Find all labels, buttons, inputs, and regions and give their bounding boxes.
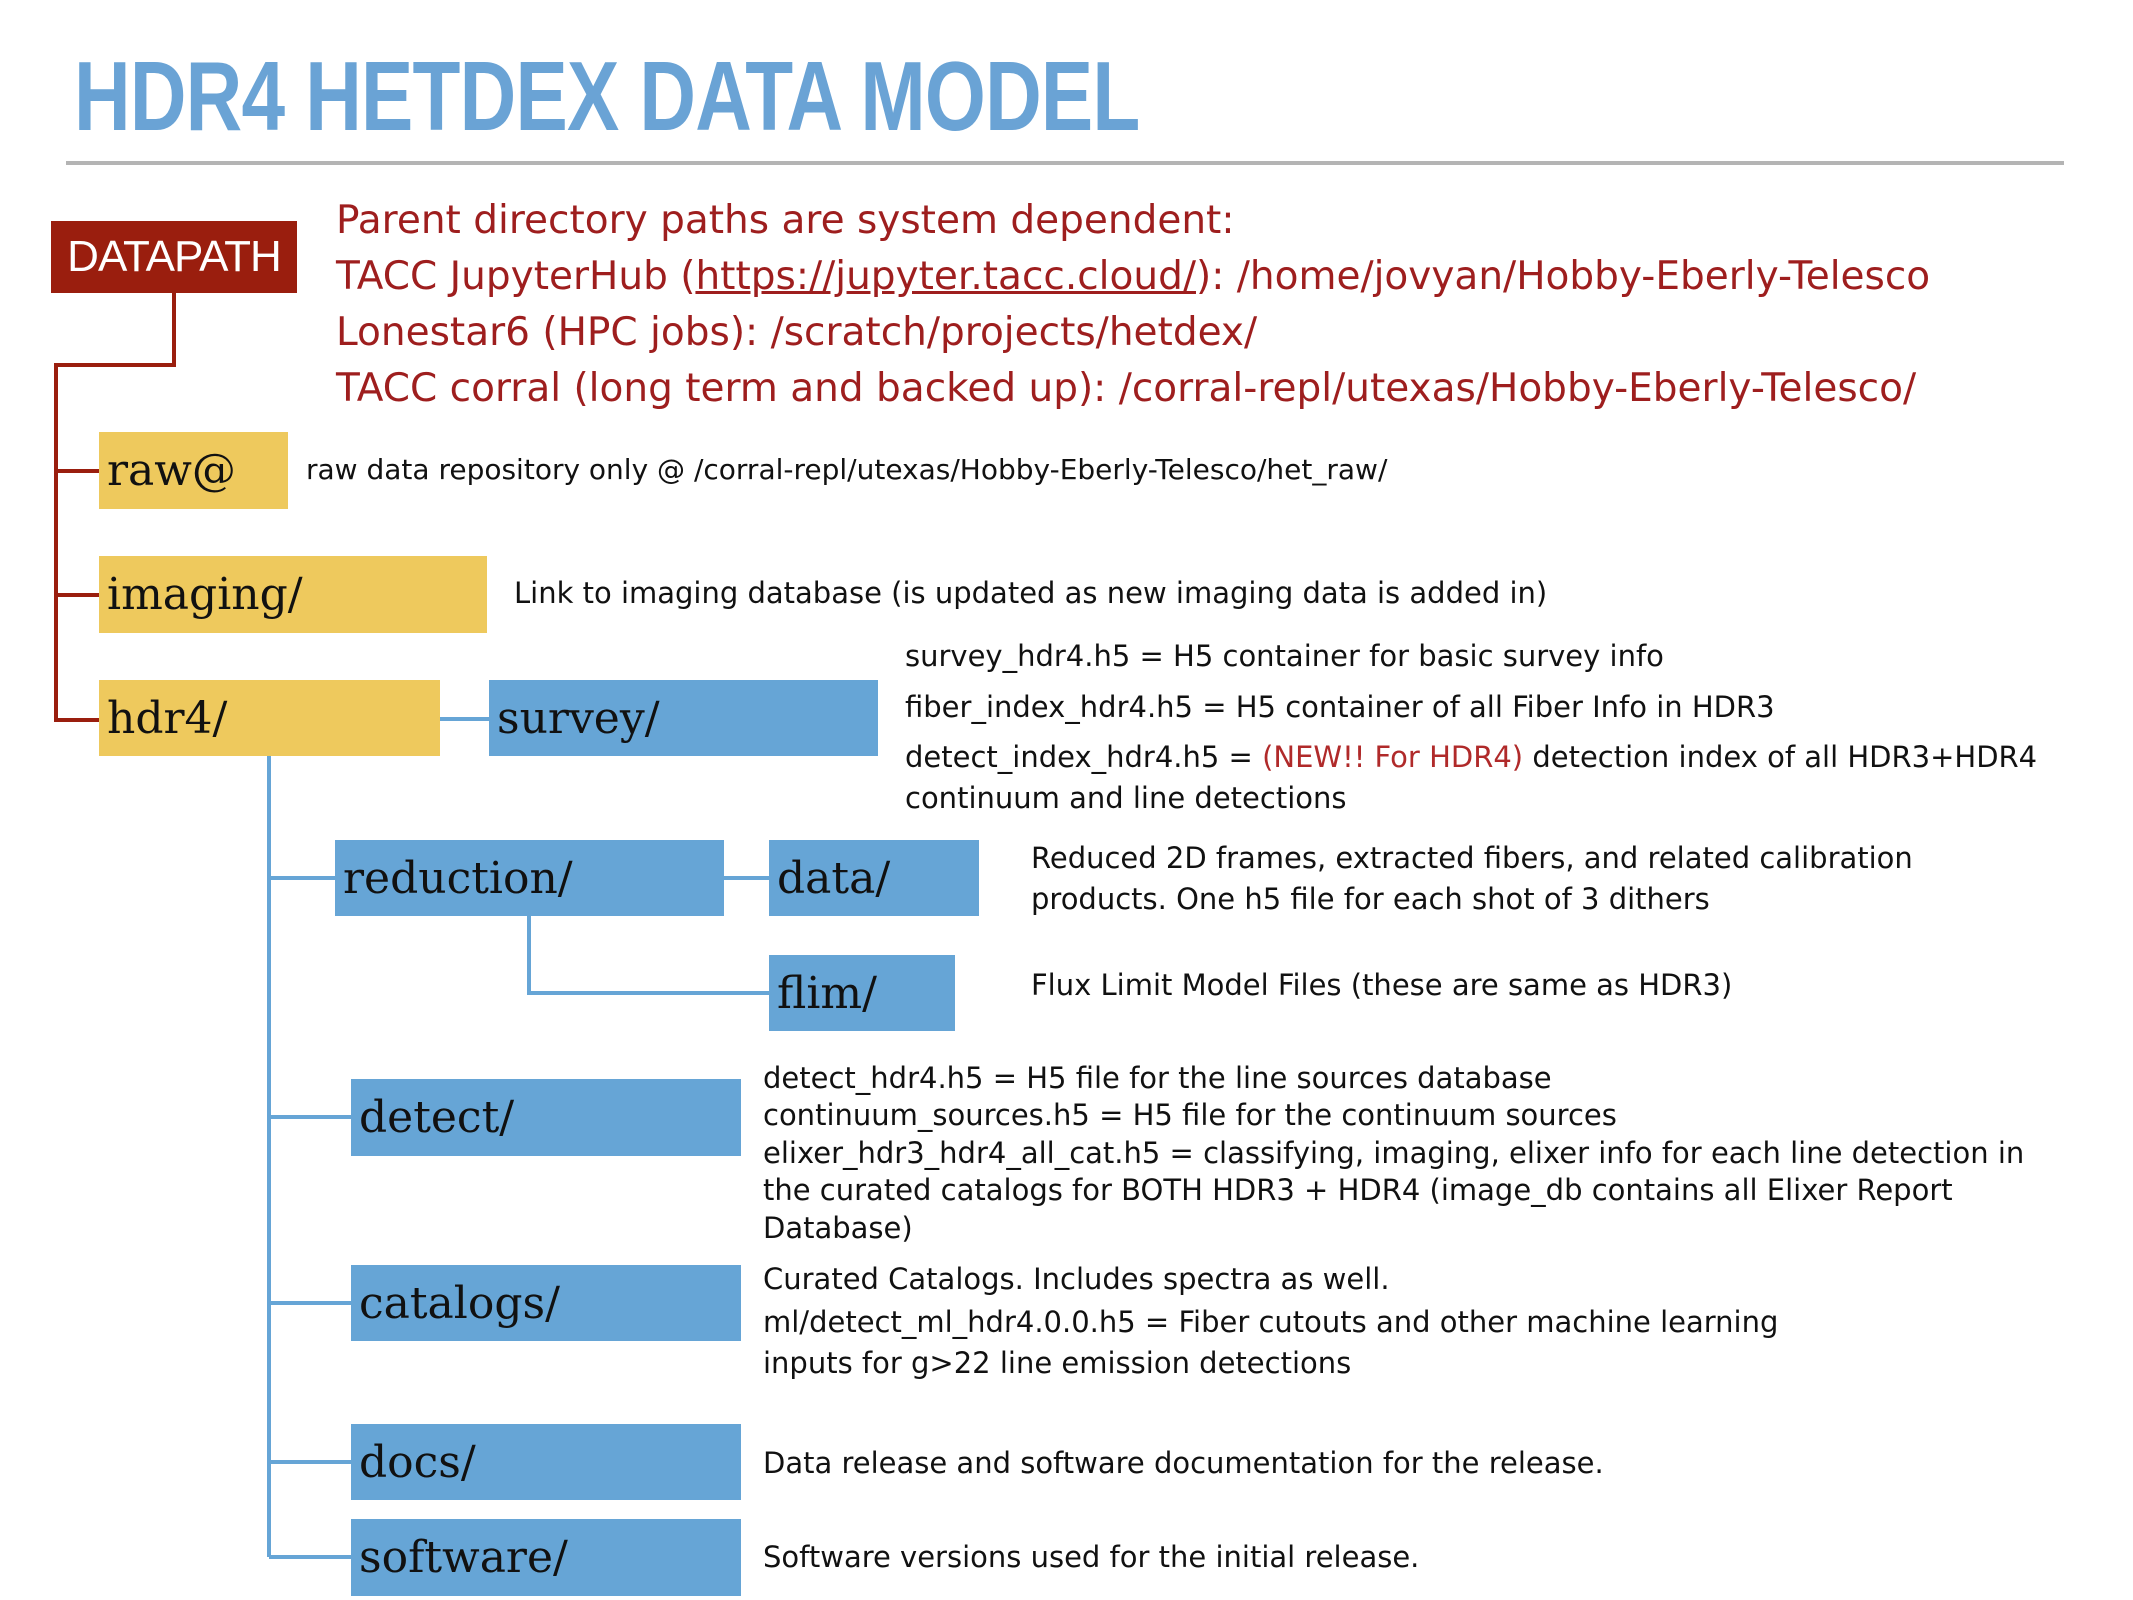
survey-description-2: fiber_index_hdr4.h5 = H5 container of all Fiber Info in HDR3 (905, 690, 1775, 724)
raw-description: raw data repository only @ /corral-repl/utexas/Hobby-Eberly-Telesco/het_raw/ (306, 453, 1388, 486)
detect-description-1: detect_hdr4.h5 = H5 file for the line sources database (763, 1061, 1552, 1095)
data-description-2: products. One h5 file for each shot of 3 dithers (1031, 882, 1710, 916)
detect-description-3: elixer_hdr3_hdr4_all_cat.h5 = classifying, imaging, elixer info for each line detection in (763, 1136, 2025, 1170)
folder-survey: survey/ (489, 680, 878, 756)
imaging-description: Link to imaging database (is updated as new imaging data is added in) (514, 576, 1548, 610)
catalogs-description-1: Curated Catalogs. Includes spectra as well. (763, 1262, 1390, 1296)
survey-description-3-suffix: detection index of all HDR3+HDR4 (1523, 740, 2038, 774)
docs-description: Data release and software documentation for the release. (763, 1446, 1604, 1480)
folder-data: data/ (769, 840, 979, 916)
detect-description-5: Database) (763, 1211, 913, 1245)
survey-description-4: continuum and line detections (905, 781, 1347, 815)
catalogs-description-2: ml/detect_ml_hdr4.0.0.h5 = Fiber cutouts and other machine learning (763, 1305, 1779, 1339)
catalogs-description-3: inputs for g>22 line emission detections (763, 1346, 1352, 1380)
folder-detect: detect/ (351, 1079, 741, 1156)
folder-catalogs: catalogs/ (351, 1265, 741, 1341)
jupyterhub-link[interactable]: https://jupyter.tacc.cloud/ (695, 254, 1196, 299)
folder-software: software/ (351, 1519, 741, 1596)
detect-description-2: continuum_sources.h5 = H5 file for the continuum sources (763, 1098, 1617, 1132)
reduction-flim-connector (529, 916, 769, 993)
folder-imaging: imaging/ (99, 556, 487, 633)
paths-line-3: Lonestar6 (HPC jobs): /scratch/projects/hetdex/ (336, 310, 1258, 355)
flim-description: Flux Limit Model Files (these are same as HDR3) (1031, 968, 1733, 1002)
jupyterhub-prefix: TACC JupyterHub ( (336, 254, 696, 299)
jupyterhub-suffix: ): /home/jovyan/Hobby-Eberly-Telesco (1195, 254, 1931, 299)
folder-reduction: reduction/ (335, 840, 724, 916)
parent-paths (336, 193, 1930, 417)
folder-raw: raw@ (99, 432, 288, 509)
data-description-1: Reduced 2D frames, extracted fibers, and related calibration (1031, 841, 1913, 875)
folder-hdr4: hdr4/ (99, 680, 440, 756)
folder-flim: flim/ (769, 955, 955, 1031)
datapath-box: DATAPATH (51, 221, 297, 293)
survey-description-3 (905, 736, 2037, 778)
software-description: Software versions used for the initial release. (763, 1540, 1420, 1574)
paths-line-1: Parent directory paths are system dependent: (336, 198, 1235, 243)
detect-description-4: the curated catalogs for BOTH HDR3 + HDR4 (image_db contains all Elixer Report (763, 1173, 1953, 1207)
folder-docs: docs/ (351, 1424, 741, 1500)
page-title: HDR4 HETDEX DATA MODEL (74, 41, 1140, 151)
paths-line-4: TACC corral (long term and backed up): /corral-repl/utexas/Hobby-Eberly-Telesco/ (336, 366, 1917, 411)
survey-description-1: survey_hdr4.h5 = H5 container for basic survey info (905, 639, 1664, 673)
survey-description-3-prefix: detect_index_hdr4.h5 = (905, 740, 1263, 774)
new-for-hdr4-note: (NEW!! For HDR4) (1262, 740, 1524, 774)
paths-line-2 (336, 249, 1930, 305)
